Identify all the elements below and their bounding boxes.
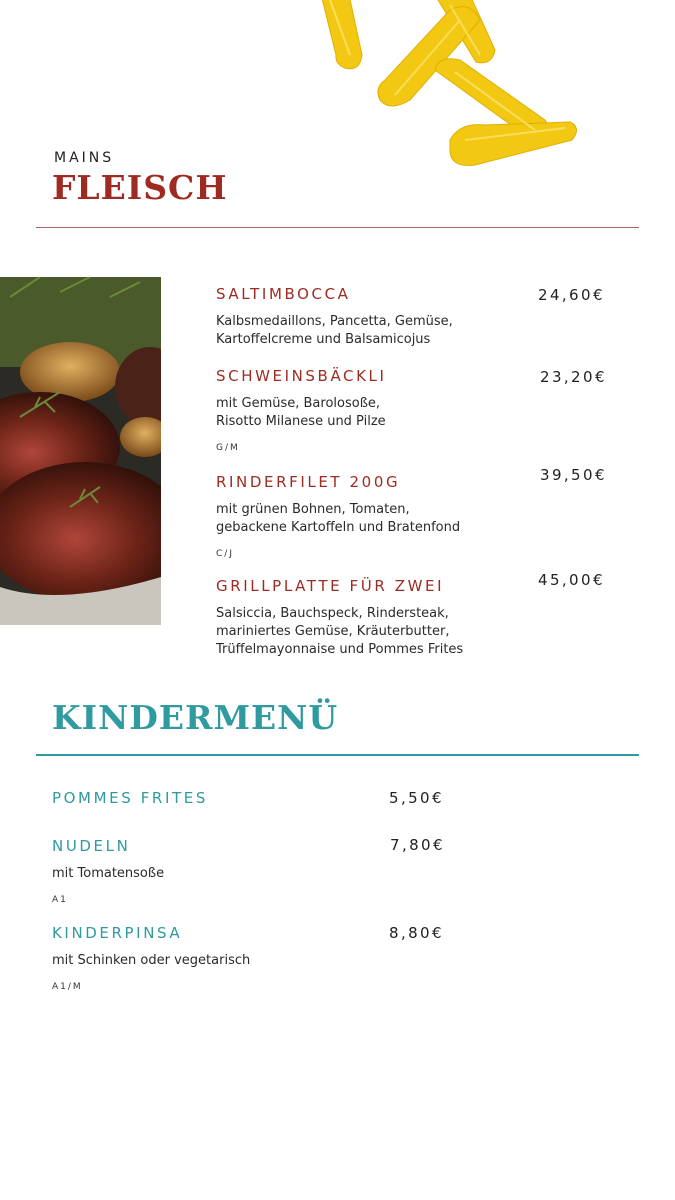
item-description: Kalbsmedaillons, Pancetta, Gemüse, Kartoffelcreme und Balsamicojus — [216, 314, 453, 347]
item-allergens: C/J — [216, 549, 234, 559]
section-eyebrow: MAINS — [54, 150, 115, 166]
item-description: Salsiccia, Bauchspeck, Rindersteak, mariniertes Gemüse, Kräuterbutter, Trüffelmayonnaise und Pommes Frites — [216, 606, 464, 657]
item-description: mit grünen Bohnen, Tomaten, gebackene Kartoffeln und Bratenfond — [216, 502, 461, 535]
penne-pasta-icon — [300, 0, 600, 175]
item-name: GRILLPLATTE FÜR ZWEI — [216, 577, 445, 595]
menu-item — [216, 577, 463, 659]
menu-item — [52, 789, 208, 807]
item-name: SCHWEINSBÄCKLI — [216, 367, 387, 385]
item-price: 7,80€ — [390, 836, 445, 854]
item-price: 5,50€ — [389, 789, 444, 807]
item-price: 8,80€ — [389, 924, 444, 942]
divider — [36, 754, 639, 756]
dish-photo — [0, 277, 161, 625]
menu-item — [216, 285, 453, 349]
menu-item — [52, 924, 250, 992]
item-description: mit Schinken oder vegetarisch — [52, 953, 251, 968]
menu-item — [216, 367, 387, 453]
item-name: RINDERFILET 200G — [216, 473, 401, 491]
section-title-kindermenu: KINDERMENÜ — [52, 698, 339, 737]
section-title-fleisch: FLEISCH — [52, 168, 228, 207]
item-price: 39,50€ — [540, 466, 607, 484]
item-description: mit Gemüse, Barolosoße, Risotto Milanese und Pilze — [216, 396, 386, 429]
divider — [36, 227, 639, 228]
item-allergens: G/M — [216, 443, 240, 453]
item-price: 24,60€ — [538, 286, 605, 304]
item-name: NUDELN — [52, 837, 131, 855]
item-price: 45,00€ — [538, 571, 605, 589]
item-name: SALTIMBOCCA — [216, 285, 351, 303]
item-allergens: A1 — [52, 895, 68, 905]
item-name: POMMES FRITES — [52, 789, 208, 807]
menu-item — [52, 837, 164, 905]
item-description: mit Tomatensoße — [52, 866, 165, 881]
item-price: 23,20€ — [540, 368, 607, 386]
item-allergens: A1/M — [52, 982, 83, 992]
item-name: KINDERPINSA — [52, 924, 183, 942]
menu-item — [216, 473, 460, 559]
